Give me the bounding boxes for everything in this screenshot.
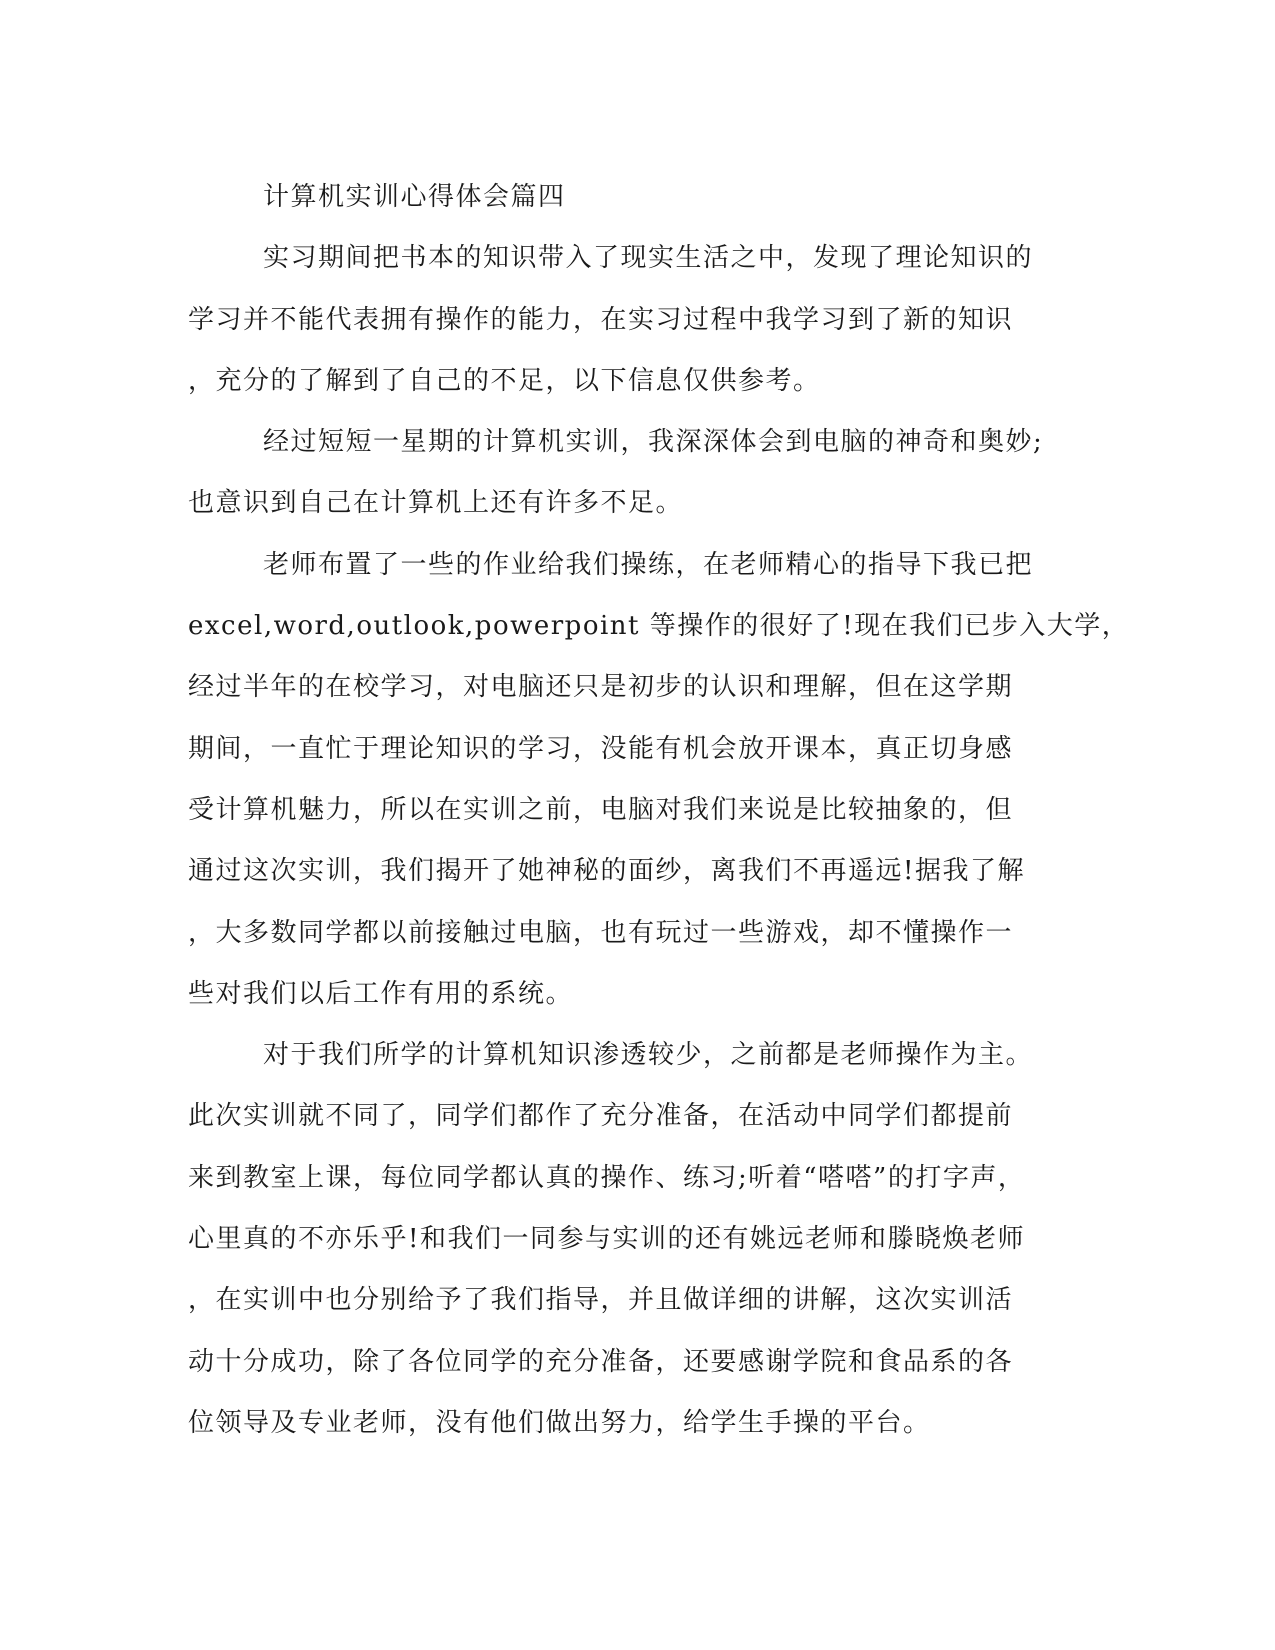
paragraph-1-line-3: ，充分的了解到了自己的不足，以下信息仅供参考。: [188, 365, 821, 396]
paragraph-3-line-4: 期间，一直忙于理论知识的学习，没能有机会放开课本，真正切身感: [188, 733, 1014, 764]
paragraph-4-line-7: 位领导及专业老师，没有他们做出努力，给学生手操的平台。: [188, 1407, 931, 1438]
document-title: 计算机实训心得体会篇四: [263, 182, 566, 212]
paragraph-3-line-1: 老师布置了一些的作业给我们操练，在老师精心的指导下我已把: [263, 549, 1034, 580]
document-body: [188, 167, 1130, 1454]
paragraph-4-line-6: 动十分成功，除了各位同学的充分准备，还要感谢学院和食品系的各: [188, 1346, 1014, 1377]
paragraph-2-line-2: 也意识到自己在计算机上还有许多不足。: [188, 488, 684, 519]
paragraph-2-line-1: 经过短短一星期的计算机实训，我深深体会到电脑的神奇和奥妙;: [263, 427, 1044, 458]
paragraph-4-line-1: 对于我们所学的计算机知识渗透较少，之前都是老师操作为主。: [263, 1040, 1034, 1071]
paragraph-3-line-7: ，大多数同学都以前接触过电脑，也有玩过一些游戏，却不懂操作一: [188, 917, 1014, 948]
paragraph-4-line-4: 心里真的不亦乐乎!和我们一同参与实训的还有姚远老师和滕晓焕老师: [188, 1224, 1025, 1255]
paragraph-1-line-1: 实习期间把书本的知识带入了现实生活之中，发现了理论知识的: [263, 243, 1034, 274]
paragraph-1-line-2: 学习并不能代表拥有操作的能力，在实习过程中我学习到了新的知识: [188, 304, 1014, 335]
paragraph-4-line-5: ，在实训中也分别给予了我们指导，并且做详细的讲解，这次实训活: [188, 1285, 1014, 1316]
paragraph-3-line-5: 受计算机魅力，所以在实训之前，电脑对我们来说是比较抽象的，但: [188, 794, 1014, 825]
paragraph-3-line-3: 经过半年的在校学习，对电脑还只是初步的认识和理解，但在这学期: [188, 672, 1014, 703]
paragraph-4-line-3: 来到教室上课，每位同学都认真的操作、练习;听着“嗒嗒”的打字声，: [188, 1162, 1026, 1193]
paragraph-3-line-2: excel,word,outlook,powerpoint 等操作的很好了!现在我们已步入大学，: [188, 611, 1130, 642]
paragraph-3-line-6: 通过这次实训，我们揭开了她神秘的面纱，离我们不再遥远!据我了解: [188, 856, 1025, 887]
paragraph-4-line-2: 此次实训就不同了，同学们都作了充分准备，在活动中同学们都提前: [188, 1101, 1014, 1132]
paragraph-3-line-8: 些对我们以后工作有用的系统。: [188, 978, 574, 1009]
